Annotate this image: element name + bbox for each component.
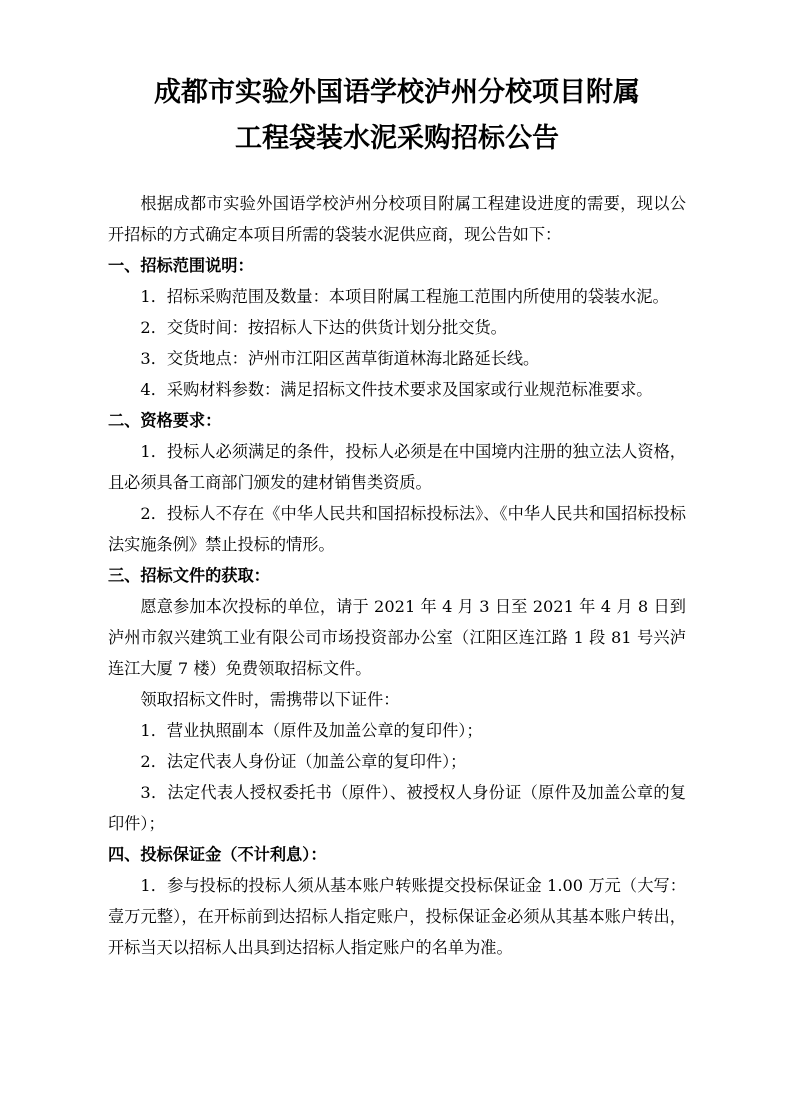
section-heading-4: 四、投标保证金（不计利息）：	[108, 845, 327, 864]
section-1-item-4: 4．采购材料参数：满足招标文件技术要求及国家或行业规范标准要求。	[140, 380, 653, 399]
section-heading-3: 三、招标文件的获取：	[108, 566, 270, 585]
section-3-item-4: 2．法定代表人身份证（加盖公章的复印件）；	[140, 752, 467, 771]
section-2-item-2: 2．投标人不存在《中华人民共和国招标投标法》、《中华人民共和国招标投标法实施条例》禁止投标的情形。	[108, 504, 686, 554]
page-title-line-1: 成都市实验外国语学校泸州分校项目附属	[154, 77, 640, 108]
section-2-item-1: 1．投标人必须满足的条件，投标人必须是在中国境内注册的独立法人资格，且必须具备工商部门颁发的建材销售类资质。	[108, 442, 686, 492]
section-1-item-2: 2．交货时间：按招标人下达的供货计划分批交货。	[140, 318, 507, 337]
section-3-item-5: 3．法定代表人授权委托书（原件）、被授权人身份证（原件及加盖公章的复印件）；	[108, 783, 686, 833]
page-title	[108, 70, 686, 162]
section-heading-2: 二、资格要求：	[108, 411, 222, 430]
section-3-item-3: 1．营业执照副本（原件及加盖公章的复印件）；	[140, 721, 483, 740]
section-1-item-3: 3．交货地点：泸州市江阳区茜草街道林海北路延长线。	[140, 349, 540, 368]
intro-paragraph: 根据成都市实验外国语学校泸州分校项目附属工程建设进度的需要，现以公开招标的方式确定本项目所需的袋装水泥供应商，现公告如下：	[108, 194, 686, 244]
section-1-item-1: 1．招标采购范围及数量：本项目附属工程施工范围内所使用的袋装水泥。	[140, 287, 669, 306]
section-3-item-2: 领取招标文件时，需携带以下证件：	[140, 690, 400, 709]
page-title-line-2: 工程袋装水泥采购招标公告	[235, 123, 559, 154]
section-4-item-1: 1．参与投标的投标人须从基本账户转账提交投标保证金 1.00 万元（大写：壹万元整），在开标前到达招标人指定账户，投标保证金必须从其基本账户转出，开标当天以招标人出具到达招标人指定账户的名单为准。	[108, 876, 686, 957]
section-heading-1: 一、招标范围说明：	[108, 256, 254, 275]
section-3-item-1: 愿意参加本次投标的单位，请于 2021 年 4 月 3 日至 2021 年 4 月 8 日到泸州市叙兴建筑工业有限公司市场投资部办公室（江阳区连江路 1 段 81 号兴泸连江大厦 7 楼）免费领取招标文件。	[108, 597, 686, 678]
